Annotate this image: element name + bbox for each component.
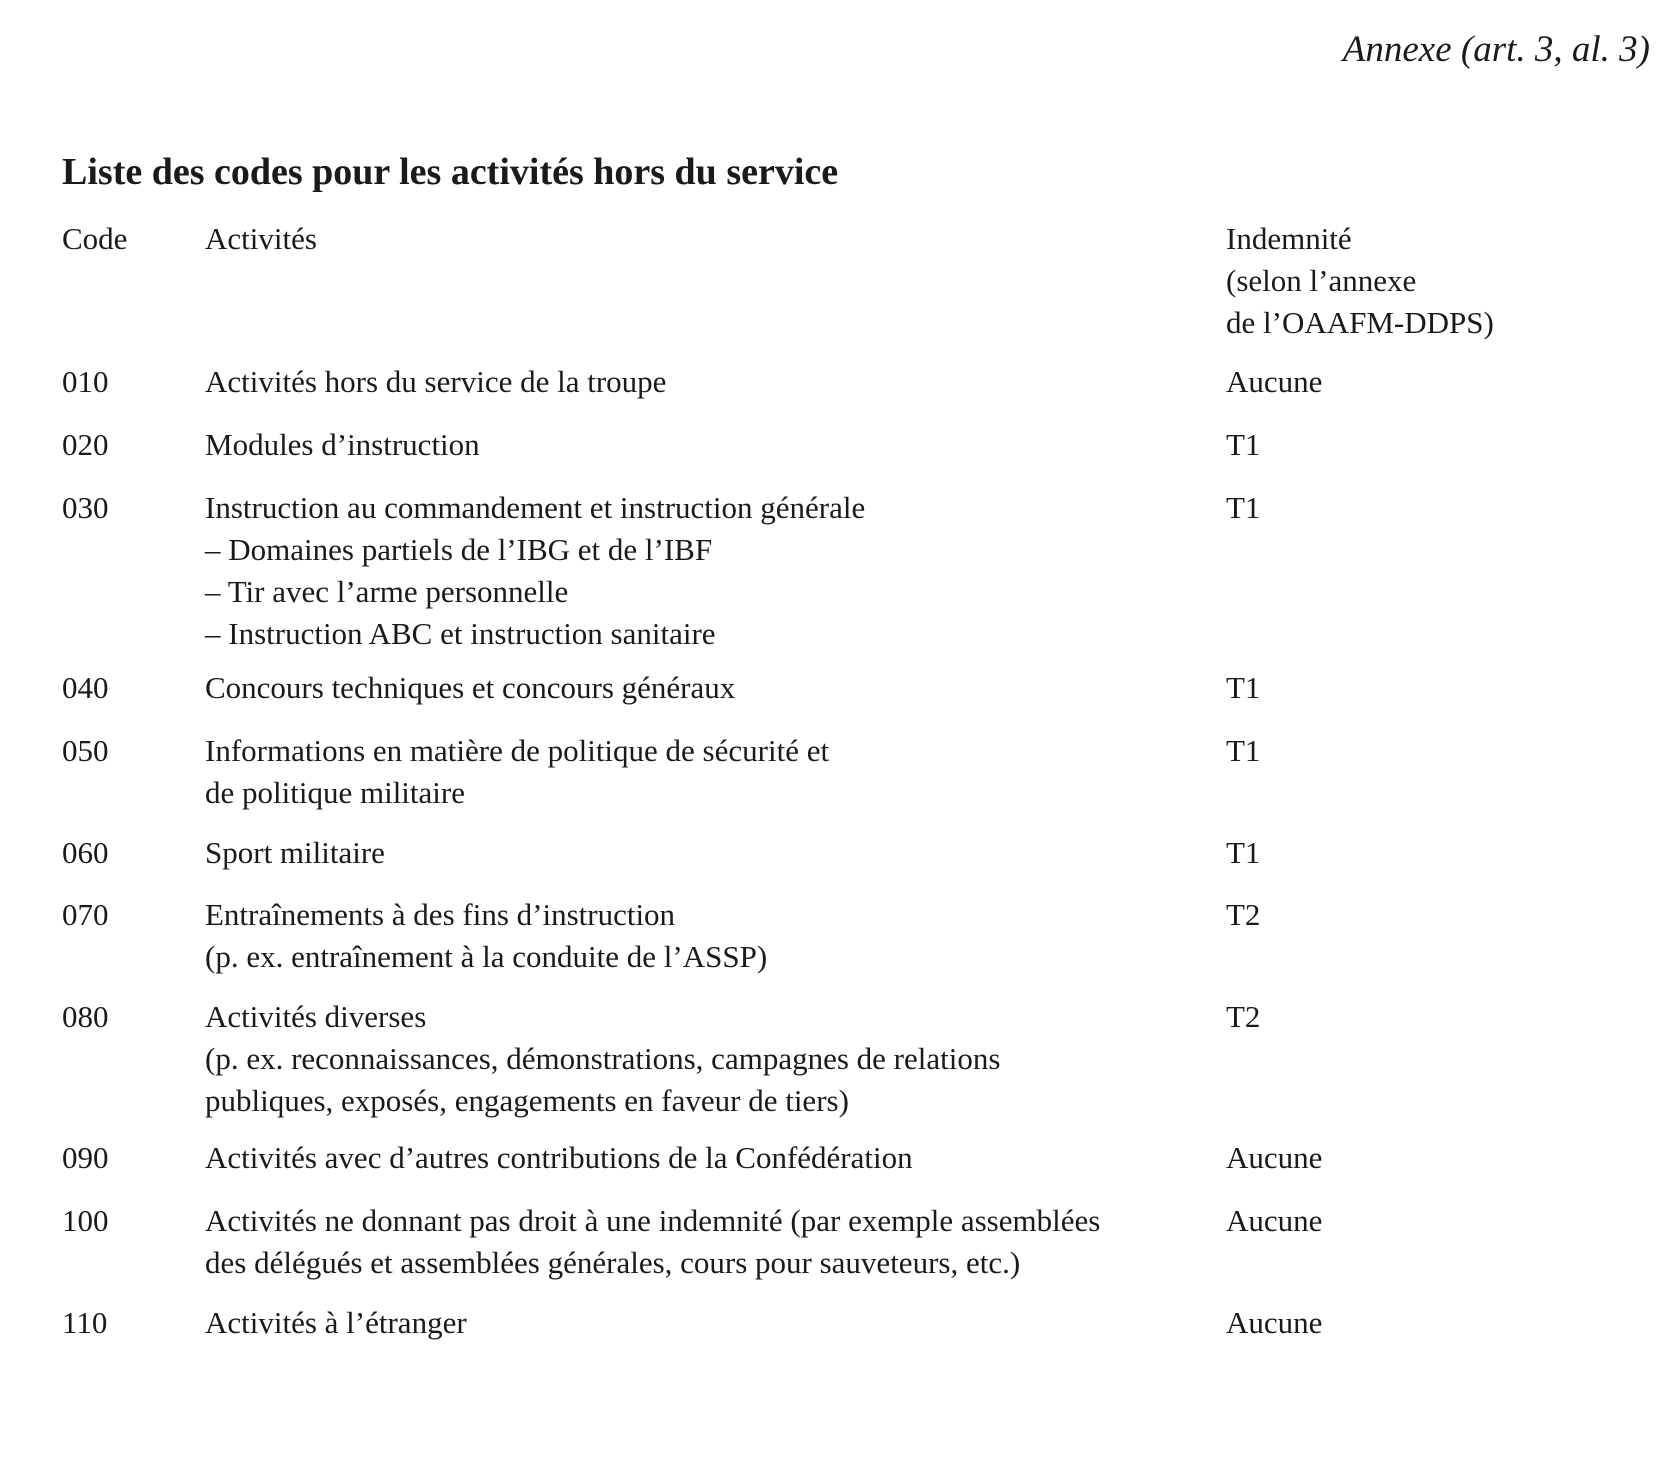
row-code: 110	[62, 1305, 108, 1340]
row-activity-line: – Domaines partiels de l’IBG et de l’IBF	[205, 532, 713, 567]
row-activity-line: – Instruction ABC et instruction sanitaire	[205, 616, 716, 651]
row-code: 030	[62, 490, 109, 525]
row-activity	[205, 996, 1000, 1122]
row-indemnity: Aucune	[1226, 364, 1323, 399]
row-code: 040	[62, 670, 109, 705]
row-code: 090	[62, 1140, 109, 1175]
row-activity	[205, 1137, 913, 1179]
row-activity-line: Modules d’instruction	[205, 427, 480, 462]
row-activity-line: de politique militaire	[205, 775, 465, 810]
row-code: 020	[62, 427, 109, 462]
row-code: 010	[62, 364, 109, 399]
row-indemnity: Aucune	[1226, 1203, 1323, 1238]
row-code: 050	[62, 733, 109, 768]
row-indemnity: T1	[1226, 670, 1261, 705]
row-indemnity: Aucune	[1226, 1305, 1323, 1340]
row-indemnity: T1	[1226, 490, 1261, 525]
row-activity	[205, 730, 829, 814]
row-code: 060	[62, 835, 109, 870]
header-code: Code	[62, 221, 128, 256]
header-indemnity-line: Indemnité	[1226, 221, 1352, 256]
document-title: Liste des codes pour les activités hors du service	[62, 151, 839, 193]
header-indemnity-line: (selon l’annexe	[1226, 263, 1417, 298]
row-activity	[205, 424, 480, 466]
row-indemnity: Aucune	[1226, 1140, 1323, 1175]
row-activity-line: Activités à l’étranger	[205, 1305, 467, 1340]
row-activity	[205, 667, 735, 709]
header-indemnity-line: de l’OAAFM-DDPS)	[1226, 305, 1494, 340]
row-activity	[205, 361, 666, 403]
row-activity	[205, 487, 865, 655]
row-activity	[205, 1302, 467, 1344]
row-activity	[205, 1200, 1100, 1284]
row-activity-line: – Tir avec l’arme personnelle	[205, 574, 569, 609]
row-activity-line: Activités hors du service de la troupe	[205, 364, 667, 399]
row-indemnity: T2	[1226, 897, 1261, 932]
row-activity-line: (p. ex. reconnaissances, démonstrations, campagnes de relations	[205, 1041, 1001, 1076]
row-code: 100	[62, 1203, 109, 1238]
row-activity-line: Instruction au commandement et instruction générale	[205, 490, 866, 525]
row-code: 070	[62, 897, 109, 932]
row-indemnity: T2	[1226, 999, 1261, 1034]
row-indemnity: T1	[1226, 835, 1261, 870]
row-activity-line: Activités ne donnant pas droit à une indemnité (par exemple assemblées	[205, 1203, 1101, 1238]
annex-reference: Annexe (art. 3, al. 3)	[1342, 29, 1650, 70]
row-activity-line: Concours techniques et concours généraux	[205, 670, 736, 705]
row-activity-line: des délégués et assemblées générales, cours pour sauveteurs, etc.)	[205, 1245, 1021, 1280]
row-activity	[205, 894, 767, 978]
row-indemnity: T1	[1226, 733, 1261, 768]
row-activity-line: (p. ex. entraînement à la conduite de l’ASSP)	[205, 939, 768, 974]
row-indemnity: T1	[1226, 427, 1261, 462]
row-activity	[205, 832, 385, 874]
row-code: 080	[62, 999, 109, 1034]
row-activity-line: Activités avec d’autres contributions de la Confédération	[205, 1140, 913, 1175]
row-activity-line: publiques, exposés, engagements en faveur de tiers)	[205, 1083, 849, 1118]
row-activity-line: Entraînements à des fins d’instruction	[205, 897, 676, 932]
header-activities: Activités	[205, 221, 317, 256]
row-activity-line: Sport militaire	[205, 835, 385, 870]
row-activity-line: Activités diverses	[205, 999, 427, 1034]
row-activity-line: Informations en matière de politique de sécurité et	[205, 733, 830, 768]
